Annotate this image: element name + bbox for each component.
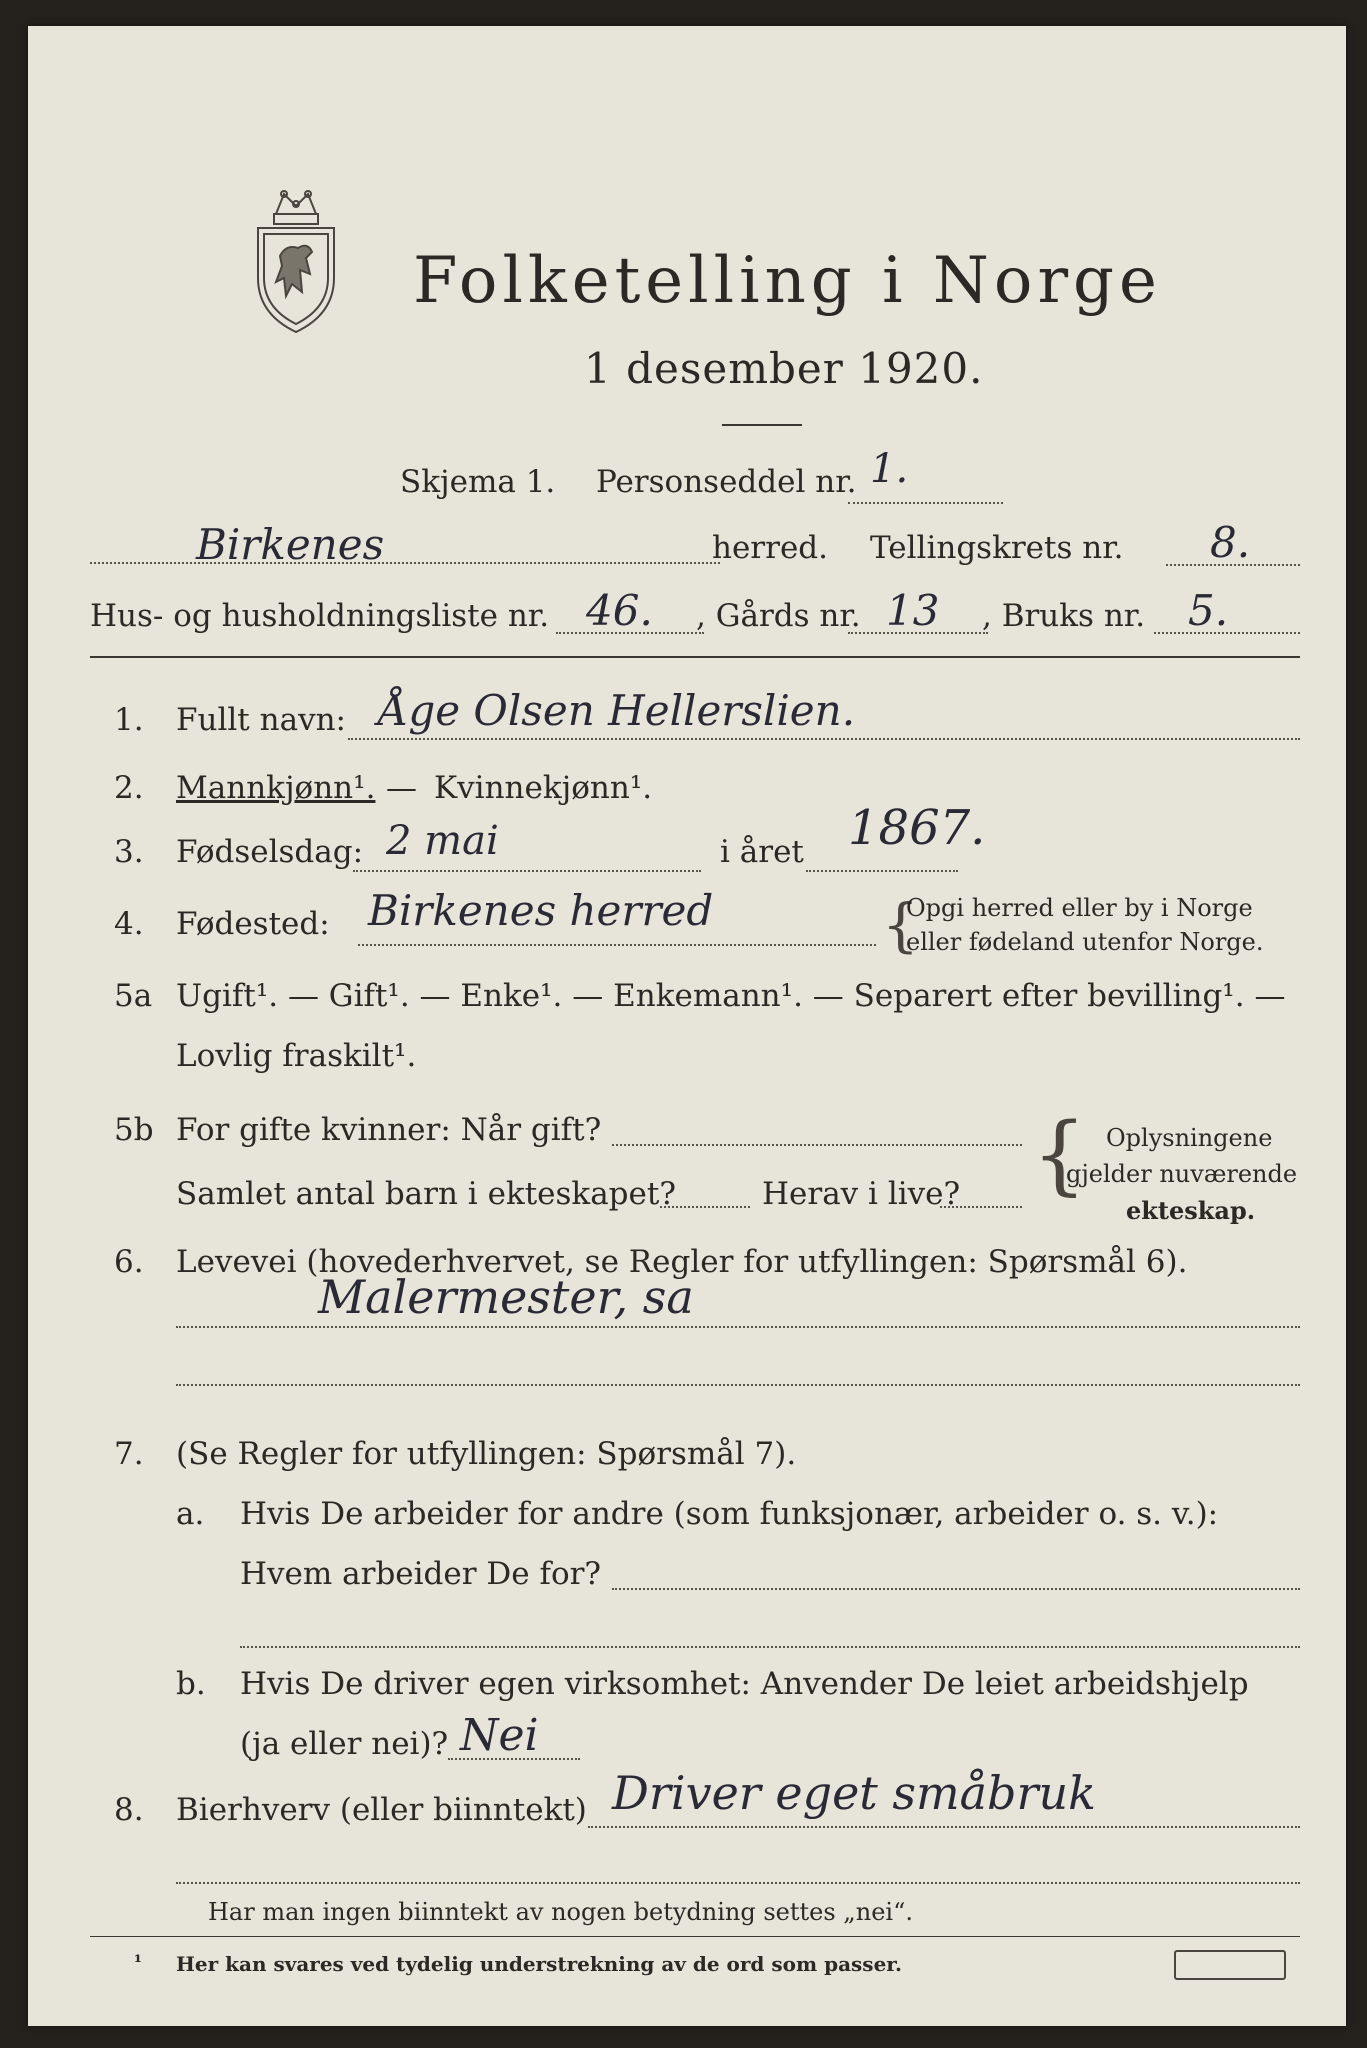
title-divider xyxy=(722,424,802,426)
hus-value: 46. xyxy=(586,586,653,635)
census-form-page xyxy=(28,26,1346,2026)
q1-line xyxy=(348,738,1300,740)
q6-label: Levevei (hovederhvervet, se Regler for utfyllingen: Spørsmål 6). xyxy=(176,1244,1188,1280)
q6-number: 6. xyxy=(114,1244,144,1280)
q7-number: 7. xyxy=(114,1436,144,1472)
q7b-question: Hvis De driver egen virksomhet: Anvender De leiet arbeidshjelp xyxy=(240,1666,1249,1702)
q8-note: Har man ingen biinntekt av nogen betydning settes „nei“. xyxy=(208,1898,913,1926)
q2-separator: — xyxy=(386,770,417,806)
q7b-answer-line xyxy=(448,1758,580,1760)
q5a-options: Ugift¹. — Gift¹. — Enke¹. — Enkemann¹. — Separert efter bevilling¹. — xyxy=(176,978,1286,1014)
header-rule xyxy=(90,656,1300,658)
q5b-note-brace: { xyxy=(1032,1105,1087,1205)
printer-mark-stamp xyxy=(1174,1950,1286,1980)
q4-note-line2: eller fødeland utenfor Norge. xyxy=(906,928,1264,956)
q5b-alive-label: Herav i live? xyxy=(762,1176,961,1212)
q3-day-value: 2 mai xyxy=(386,818,499,864)
hus-label: Hus- og husholdningsliste nr. xyxy=(90,598,550,634)
q5b-married-when: For gifte kvinner: Når gift? xyxy=(176,1112,602,1148)
q3-year-label: i året xyxy=(720,834,804,870)
q8-label: Bierhverv (eller biinntekt) xyxy=(176,1792,587,1828)
q8-number: 8. xyxy=(114,1792,144,1828)
footnote-rule xyxy=(90,1936,1300,1937)
q4-label: Fødested: xyxy=(176,906,330,942)
footnote-text: Her kan svares ved tydelig understrekning av de ord som passer. xyxy=(176,1952,902,1976)
q5a-options-cont: Lovlig fraskilt¹. xyxy=(176,1038,417,1074)
q5b-alive-line xyxy=(940,1206,1022,1208)
q2-number: 2. xyxy=(114,770,144,806)
q1-label: Fullt navn: xyxy=(176,702,346,738)
q1-value: Åge Olsen Hellerslien. xyxy=(378,686,856,735)
q4-line xyxy=(358,944,876,946)
gards-label: , Gårds nr. xyxy=(696,598,861,634)
q3-year-line xyxy=(806,870,958,872)
q5b-number: 5b xyxy=(114,1112,154,1148)
q6-value: Malermester, sa xyxy=(318,1270,694,1324)
q3-day-line xyxy=(353,870,701,872)
q5a-number: 5a xyxy=(114,978,153,1014)
q3-label: Fødselsdag: xyxy=(176,834,364,870)
q7a-letter: a. xyxy=(176,1496,205,1532)
personseddel-line xyxy=(848,502,1003,504)
q8-line2 xyxy=(176,1882,1300,1884)
census-date: 1 desember 1920. xyxy=(584,344,984,393)
tellingskrets-value: 8. xyxy=(1210,518,1251,567)
q8-line1 xyxy=(588,1826,1300,1828)
q5b-note-line3: ekteskap. xyxy=(1126,1196,1256,1225)
q7a-employer-line xyxy=(612,1588,1300,1590)
q7b-letter: b. xyxy=(176,1666,206,1702)
personseddel-value: 1. xyxy=(870,446,909,492)
tellingskrets-label: Tellingskrets nr. xyxy=(870,530,1124,566)
norwegian-coat-of-arms-icon xyxy=(246,186,346,336)
q7a-employer-label: Hvem arbeider De for? xyxy=(240,1556,602,1592)
q7a-question: Hvis De arbeider for andre (som funksjonær, arbeider o. s. v.): xyxy=(240,1496,1219,1532)
bruks-value: 5. xyxy=(1188,586,1229,635)
q3-year-value: 1867. xyxy=(848,800,986,856)
q4-number: 4. xyxy=(114,906,144,942)
personseddel-label: Personseddel nr. xyxy=(596,464,857,500)
footnote-mark: ¹ xyxy=(134,1952,142,1973)
q6-line2 xyxy=(176,1384,1300,1386)
q5b-note-line1: Oplysningene xyxy=(1106,1124,1273,1152)
schema-label: Skjema 1. xyxy=(400,464,556,500)
q7-label: (Se Regler for utfyllingen: Spørsmål 7). xyxy=(176,1436,797,1472)
bruks-label: , Bruks nr. xyxy=(982,598,1146,634)
q5b-children-label: Samlet antal barn i ekteskapet? xyxy=(176,1176,676,1212)
q2-female: Kvinnekjønn¹. xyxy=(434,770,653,806)
q7a-extra-line xyxy=(240,1646,1300,1648)
q8-value: Driver eget småbruk xyxy=(612,1766,1096,1820)
herred-value: Birkenes xyxy=(196,520,385,569)
q5b-note-line2: gjelder nuværende xyxy=(1066,1160,1298,1188)
q7b-answer-label: (ja eller nei)? xyxy=(240,1726,449,1762)
q3-number: 3. xyxy=(114,834,144,870)
gards-value: 13 xyxy=(886,586,940,635)
q5b-married-line xyxy=(612,1144,1022,1146)
q5b-children-line xyxy=(660,1206,750,1208)
q6-line1 xyxy=(176,1326,1300,1328)
q4-value: Birkenes herred xyxy=(368,886,714,935)
q4-note-brace: { xyxy=(882,891,919,959)
form-title: Folketelling i Norge xyxy=(413,244,1162,318)
q2-male: Mannkjønn¹. xyxy=(176,770,376,806)
q7b-answer-value: Nei xyxy=(460,1710,539,1761)
q1-number: 1. xyxy=(114,702,144,738)
herred-line xyxy=(90,562,720,564)
herred-label: herred. xyxy=(712,530,828,566)
q4-note-line1: Opgi herred eller by i Norge xyxy=(906,894,1253,922)
